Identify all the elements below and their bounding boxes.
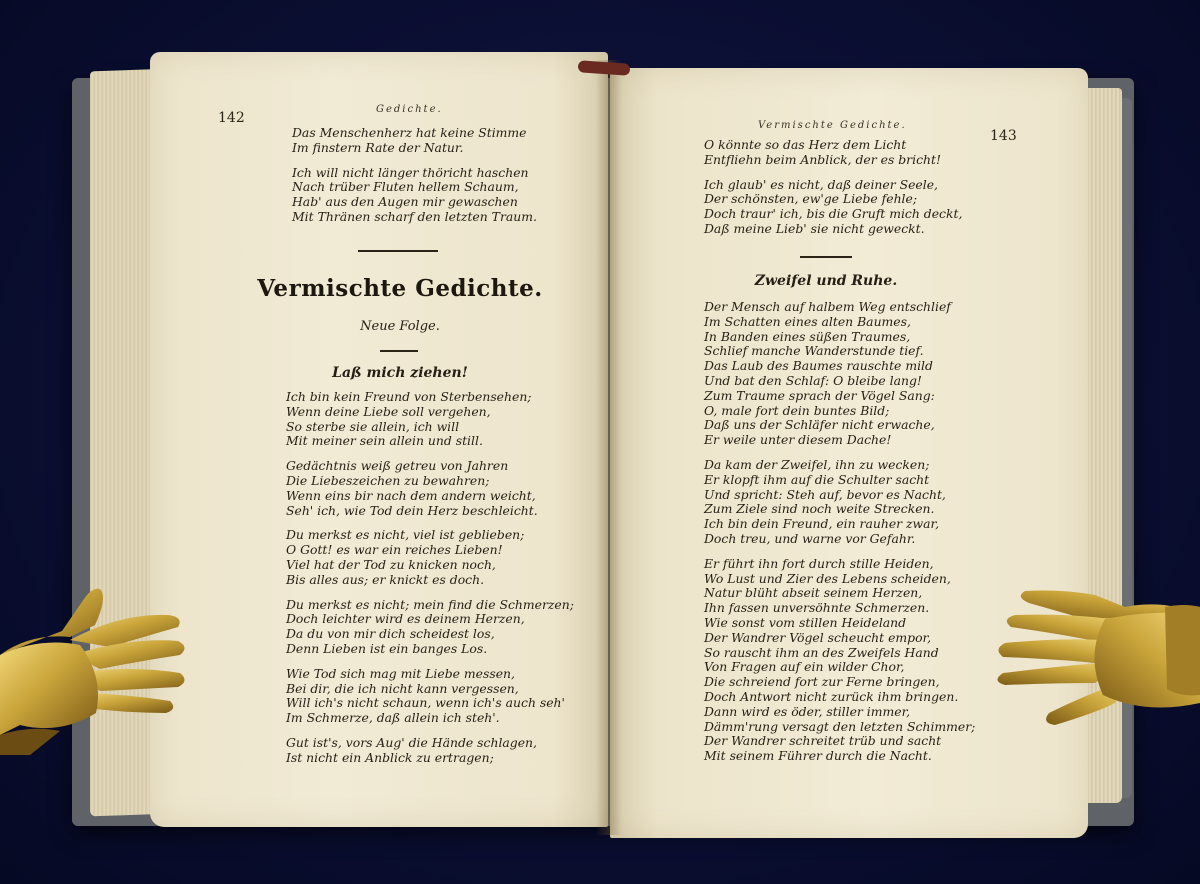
verse-line: Ist nicht ein Anblick zu ertragen; — [286, 749, 494, 765]
verse-line: Dämm'rung versagt den letzten Schimmer; — [704, 718, 976, 734]
verse-line: Der Wandrer schreitet trüb und sacht — [704, 733, 942, 749]
left-top-stanza-2 — [292, 166, 537, 225]
verse-line: Dann wird es öder, stiller immer, — [704, 703, 911, 719]
book-gutter — [596, 60, 622, 835]
left-top-text — [292, 126, 537, 235]
verse-line: Da du von mir dich scheidest los, — [286, 626, 495, 642]
verse-line: Wenn deine Liebe soll vergehen, — [286, 403, 491, 419]
right-running-head: Vermischte Gedichte. — [758, 120, 907, 131]
verse-line: Der schönsten, ew'ge Liebe fehle; — [704, 191, 918, 207]
verse-line: Bei dir, die ich nicht kann vergessen, — [286, 680, 519, 696]
poem-stanza — [704, 300, 975, 448]
verse-line: Im Schatten eines alten Baumes, — [704, 313, 911, 329]
section-title: Vermischte Gedichte. — [257, 275, 543, 302]
right-brass-hand — [985, 585, 1200, 740]
section-divider — [358, 250, 438, 252]
poem-title-right: Zweifel und Ruhe. — [754, 273, 898, 289]
verse-line: Du merkst es nicht, viel ist geblieben; — [286, 527, 525, 543]
verse-line: Du merkst es nicht; mein find die Schmerzen; — [286, 596, 574, 612]
verse-line: Schlief manche Wanderstunde tief. — [704, 343, 924, 359]
verse-line: Doch leichter wird es deinem Herzen, — [286, 611, 525, 627]
verse-line: Mit Thränen scharf den letzten Traum. — [292, 208, 537, 224]
poem-stanza — [286, 528, 574, 587]
verse-line: Der Wandrer Vögel scheucht empor, — [704, 629, 932, 645]
verse-line: O könnte so das Herz dem Licht — [704, 137, 907, 152]
right-poem-body — [704, 300, 975, 774]
verse-line: Im finstern Rate der Natur. — [292, 139, 464, 155]
right-top-stanza-2 — [704, 178, 962, 237]
verse-line: Viel hat der Tod zu knicken noch, — [286, 556, 496, 572]
verse-line: Seh' ich, wie Tod dein Herz beschleicht. — [286, 502, 538, 518]
right-page-number: 143 — [990, 128, 1017, 144]
verse-line: Daß uns der Schläfer nicht erwache, — [704, 417, 935, 433]
left-poem-body — [286, 390, 574, 776]
verse-line: Die schreiend fort zur Ferne bringen, — [704, 674, 940, 690]
poem-stanza — [704, 557, 975, 764]
verse-line: So sterbe sie allein, ich will — [286, 418, 460, 434]
verse-line: Wo Lust und Zier des Lebens scheiden, — [704, 570, 951, 586]
verse-line: Da kam der Zweifel, ihn zu wecken; — [704, 456, 930, 472]
verse-line: Will ich's nicht schaun, wenn ich's auch seh' — [286, 695, 565, 711]
left-top-stanza-1 — [292, 126, 537, 156]
verse-line: Von Fragen auf ein wilder Chor, — [704, 659, 905, 675]
right-top-stanza-1 — [704, 138, 962, 168]
right-divider — [800, 256, 852, 258]
left-running-head: Gedichte. — [376, 104, 443, 115]
verse-line: Natur blüht abseit seinem Herzen, — [704, 585, 923, 601]
poem-stanza — [286, 667, 574, 726]
verse-line: Er klopft ihm auf die Schulter sacht — [704, 471, 930, 487]
poem-stanza — [286, 736, 574, 766]
verse-line: Wie Tod sich mag mit Liebe messen, — [286, 665, 515, 681]
verse-line: Entfliehn beim Anblick, der es bricht! — [704, 151, 941, 167]
left-page — [150, 52, 608, 827]
poem-stanza — [286, 390, 574, 449]
verse-line: Hab' aus den Augen mir gewaschen — [292, 194, 518, 210]
verse-line: Ich bin kein Freund von Sterbensehen; — [286, 389, 532, 404]
verse-line: Ich will nicht länger thöricht haschen — [292, 164, 529, 180]
verse-line: Der Mensch auf halbem Weg entschlief — [704, 299, 951, 314]
verse-line: O, male fort dein buntes Bild; — [704, 402, 890, 418]
verse-line: Doch Antwort nicht zurück ihm bringen. — [704, 688, 959, 704]
verse-line: Doch traur' ich, bis die Gruft mich deckt, — [704, 206, 963, 222]
verse-line: Mit meiner sein allein und still. — [286, 433, 483, 449]
right-top-text — [704, 138, 962, 247]
left-brass-hand — [0, 585, 190, 755]
verse-line: Das Laub des Baumes rauschte mild — [704, 358, 933, 374]
verse-line: Ich glaub' es nicht, daß deiner Seele, — [704, 176, 938, 192]
verse-line: Gedächtnis weiß getreu von Jahren — [286, 458, 509, 474]
verse-line: Mit seinem Führer durch die Nacht. — [704, 748, 932, 764]
verse-line: Er führt ihn fort durch stille Heiden, — [704, 555, 934, 571]
verse-line: O Gott! es war ein reiches Lieben! — [286, 542, 503, 558]
poem-stanza — [286, 459, 574, 518]
verse-line: Und bat den Schlaf: O bleibe lang! — [704, 372, 922, 388]
poem-stanza — [286, 598, 574, 657]
left-page-number: 142 — [218, 110, 245, 126]
poem-stanza — [704, 458, 975, 547]
verse-line: Im Schmerze, daß allein ich steh'. — [286, 710, 500, 726]
poem-title-left: Laß mich ziehen! — [332, 365, 468, 381]
verse-line: So rauscht ihm an des Zweifels Hand — [704, 644, 939, 660]
verse-line: Gut ist's, vors Aug' die Hände schlagen, — [286, 734, 537, 750]
verse-line: In Banden eines süßen Traumes, — [704, 328, 911, 344]
verse-line: Nach trüber Fluten hellem Schaum, — [292, 179, 519, 195]
section-subtitle: Neue Folge. — [360, 319, 440, 334]
subtitle-divider — [380, 350, 418, 352]
verse-line: Das Menschenherz hat keine Stimme — [292, 125, 527, 140]
verse-line: Ihn fassen unversöhnte Schmerzen. — [704, 600, 930, 616]
verse-line: Doch treu, und warne vor Gefahr. — [704, 530, 916, 546]
verse-line: Er weile unter diesem Dache! — [704, 432, 892, 448]
verse-line: Und spricht: Steh auf, bevor es Nacht, — [704, 486, 946, 502]
verse-line: Wenn eins bir nach dem andern weicht, — [286, 487, 536, 503]
verse-line: Ich bin dein Freund, ein rauher zwar, — [704, 516, 940, 532]
verse-line: Zum Ziele sind noch weite Strecken. — [704, 501, 935, 517]
verse-line: Zum Traume sprach der Vögel Sang: — [704, 387, 935, 403]
verse-line: Daß meine Lieb' sie nicht geweckt. — [704, 220, 925, 236]
verse-line: Die Liebeszeichen zu bewahren; — [286, 472, 490, 488]
verse-line: Denn Lieben ist ein banges Los. — [286, 640, 488, 656]
verse-line: Bis alles aus; er knickt es doch. — [286, 571, 485, 587]
verse-line: Wie sonst vom stillen Heideland — [704, 614, 907, 630]
